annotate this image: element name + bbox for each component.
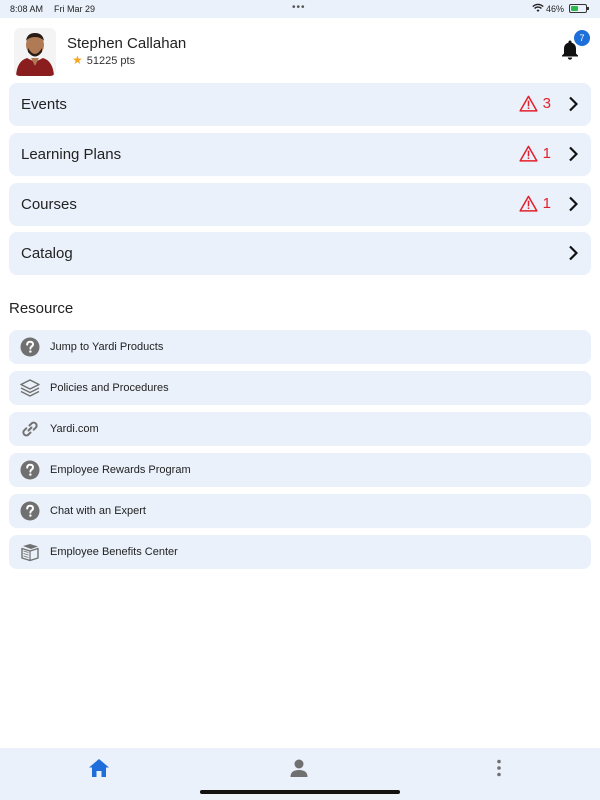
multitask-dots-icon[interactable]: ••• [292, 2, 306, 13]
profile-header [0, 18, 600, 82]
menu-item-courses[interactable] [9, 183, 591, 226]
home-icon[interactable] [87, 756, 111, 780]
alert-indicator [519, 145, 551, 162]
points-value: 51225 pts [86, 55, 136, 67]
menu-item-label: Events [21, 96, 67, 113]
status-time: 8:08 AM [10, 4, 44, 14]
question-circle-icon [20, 337, 40, 357]
status-bar [0, 0, 600, 18]
notification-badge: 7 [574, 30, 590, 46]
resource-item-label: Yardi.com [50, 423, 99, 435]
link-icon [20, 419, 40, 439]
menu-item-learning-plans[interactable] [9, 133, 591, 176]
alert-indicator [519, 195, 551, 212]
menu-item-label: Courses [21, 196, 77, 213]
resource-item-label: Jump to Yardi Products [50, 341, 164, 353]
book-icon [20, 542, 40, 562]
alert-indicator [519, 95, 551, 112]
warning-triangle-icon [519, 145, 538, 162]
resource-item-label: Policies and Procedures [50, 382, 169, 394]
chevron-right-icon [568, 245, 578, 261]
profile-icon[interactable] [287, 756, 311, 780]
resource-item-chat-with-an-expert[interactable] [9, 494, 591, 528]
resource-item-label: Chat with an Expert [50, 505, 146, 517]
resource-item-policies-and-procedures[interactable] [9, 371, 591, 405]
home-indicator[interactable] [200, 790, 400, 794]
menu-item-label: Learning Plans [21, 146, 122, 163]
chevron-right-icon [568, 146, 578, 162]
warning-triangle-icon [519, 195, 538, 212]
wifi-icon [532, 3, 544, 13]
resource-section-title: Resource [9, 300, 74, 317]
avatar[interactable] [14, 28, 56, 76]
menu-item-catalog[interactable] [9, 232, 591, 275]
resource-item-label: Employee Benefits Center [50, 546, 178, 558]
points-display [72, 53, 135, 67]
resource-item-label: Employee Rewards Program [50, 464, 191, 476]
question-circle-icon [20, 460, 40, 480]
layers-icon [20, 378, 40, 398]
battery-percent: 46% [546, 4, 565, 14]
warning-triangle-icon [519, 95, 538, 112]
alert-count: 1 [542, 145, 551, 162]
star-icon: ★ [72, 53, 83, 67]
resource-item-employee-benefits-center[interactable] [9, 535, 591, 569]
chevron-right-icon [568, 96, 578, 112]
alert-count: 3 [542, 95, 551, 112]
battery-icon [569, 4, 587, 13]
status-date: Fri Mar 29 [54, 4, 96, 14]
menu-item-events[interactable] [9, 83, 591, 126]
question-circle-icon [20, 501, 40, 521]
user-name: Stephen Callahan [67, 35, 187, 52]
resource-item-jump-to-yardi-products[interactable] [9, 330, 591, 364]
menu-item-label: Catalog [21, 245, 73, 262]
resource-item-yardi-com[interactable] [9, 412, 591, 446]
alert-count: 1 [542, 195, 551, 212]
more-vertical-icon[interactable] [487, 756, 511, 780]
resource-item-employee-rewards-program[interactable] [9, 453, 591, 487]
chevron-right-icon [568, 196, 578, 212]
